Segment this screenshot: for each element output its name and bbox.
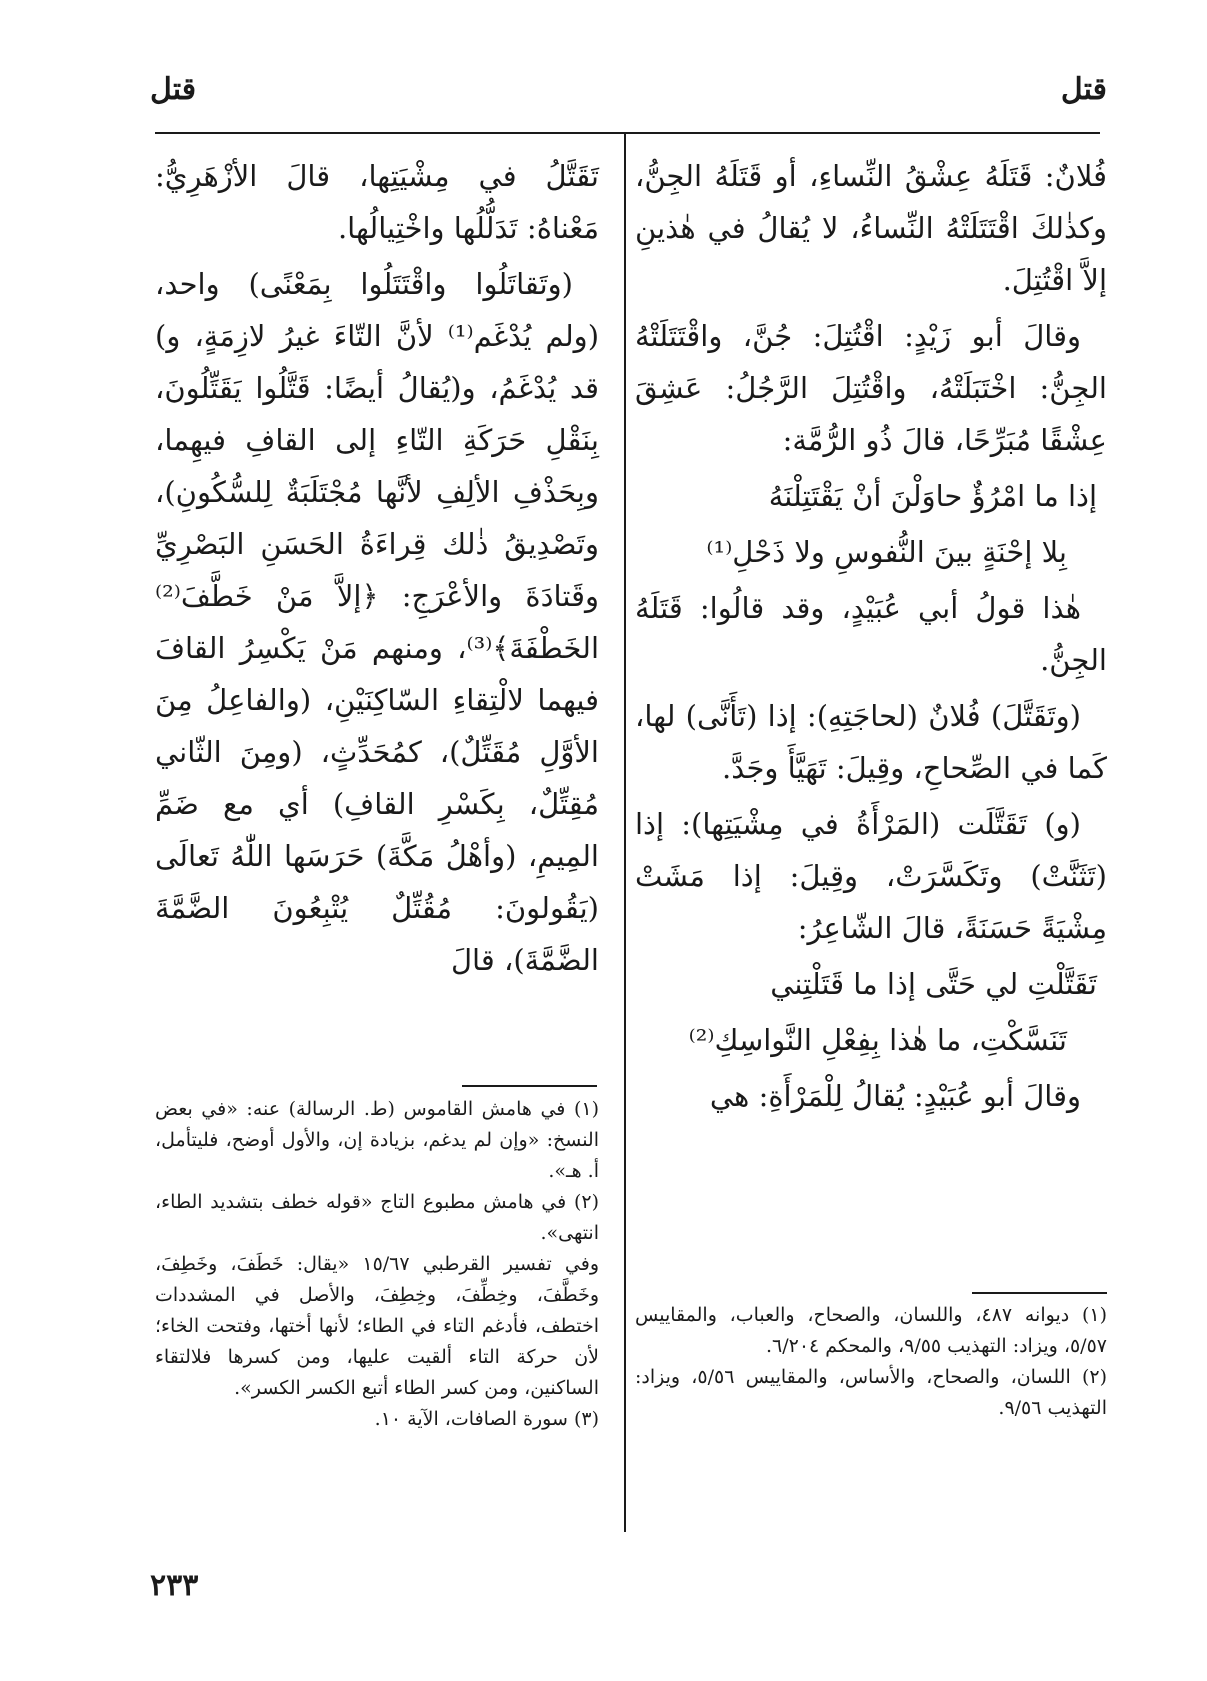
paragraph: فُلانٌ: قَتَلَهُ عِشْقُ النِّساءِ، أو قَتَلَهُ الجِنُّ، وكذٰلكَ اقْتَتَلَتْهُ النِّساءُ، لا يُقالُ في هٰذينِ إلاَّ اقْتُتِلَ. — [635, 159, 1107, 297]
paragraph: (وتَقاتَلُوا واقْتَتَلُوا بِمَعْنًى) واحد، (ولم يُدْغَم⁽¹⁾ لأنَّ التّاءَ غيرُ لازِمَةٍ، و) قد يُدْغَمُ، و(يُقالُ أيضًا: قَتَّلُوا يَقَتِّلُونَ، بِنَقْلِ حَرَكَةِ التّاءِ إلى القافِ فيهِما، وبِحَذْفِ الألِفِ لأنَّها مُجْتَلَبَةٌ لِلسُّكُونِ)، وتَصْدِيقُ ذٰلك قِراءَةُ الحَسَنِ البَصْرِيِّ وقَتادَةَ والأعْرَجِ: ﴿إلاَّ مَنْ خَطَّفَ⁽²⁾ الخَطْفَةَ﴾⁽³⁾، ومنهم مَنْ يَكْسِرُ القافَ فيهما لالْتِقاءِ السّاكِنَيْنِ، (والفاعِلُ مِنَ الأوَّلِ مُقَتِّلٌ)، كمُحَدِّثٍ، (ومِنَ الثّاني مُقِتِّلٌ، بِكَسْرِ القافِ) أي مع ضَمِّ المِيمِ، (وأهْلُ مَكَّةَ) حَرَسَها اللّٰهُ تَعالَى (يَقُولونَ: مُقُتِّلٌ يُتْبِعُونَ الضَّمَّةَ الضَّمَّةَ)، قالَ — [155, 267, 600, 977]
footnotes-right — [635, 1300, 1107, 1424]
footnote-rule-right — [972, 1292, 1107, 1294]
paragraph: (و) تَقَتَّلَت (المَرْأَةُ في مِشْيَتِها): إذا (تَثَنَّتْ) وتَكَسَّرَتْ، وقِيلَ: إذا مَشَتْ مِشْيَةً حَسَنَةً، قالَ الشّاعِرُ: — [635, 807, 1107, 945]
verse-line: تَنَسَّكْتِ، ما هٰذا بِفِعْلِ النَّواسِكِ⁽²⁾ — [688, 1023, 1067, 1057]
paragraph: تَقَتَّلُ في مِشْيَتِها، قالَ الأزْهَرِيُّ: مَعْناهُ: تَدَلُّلُها واخْتِيالُها. — [155, 159, 599, 245]
header-rule — [155, 132, 1100, 134]
footnote: (١) في هامش القاموس (ط. الرسالة) عنه: «في بعض النسخ: «وإن لم يدغم، بزيادة إن، والأول أوضح، فليتأمل، أ. هـ». — [155, 1098, 599, 1182]
page-number: ٢٣٣ — [150, 1568, 199, 1603]
column-divider — [624, 134, 626, 1532]
footnote-rule-left — [462, 1085, 597, 1087]
paragraph: (وتَقَتَّلَ) فُلانٌ (لحاجَتِهِ): إذا (تَأَنَّى) لها، كَما في الصِّحاحِ، وقِيلَ: تَهَيَّأَ وجَدَّ. — [635, 699, 1107, 785]
running-head-left: قتل — [150, 72, 197, 107]
left-column — [155, 150, 599, 990]
footnotes-left — [155, 1094, 599, 1435]
verse-line: إذا ما امْرُؤٌ حاوَلْنَ أنْ يَقْتَتِلْنَهُ — [768, 479, 1097, 513]
running-head-right: قتل — [1060, 72, 1107, 107]
paragraph: هٰذا قولُ أبي عُبَيْدٍ، وقد قالُوا: قَتَلَهُ الجِنُّ. — [635, 591, 1107, 677]
paragraph: وقالَ أبو زَيْدٍ: اقْتُتِلَ: جُنَّ، واقْتَتَلَتْهُ الجِنُّ: اخْتَبَلَتْهُ، واقْتُتِلَ الرَّجُلُ: عَشِقَ عِشْقًا مُبَرِّحًا، قالَ ذُو الرُّمَّة: — [635, 319, 1107, 457]
verse-line: تَقَتَّلْتِ لي حَتَّى إذا ما قَتَلْتِني — [770, 967, 1097, 1001]
paragraph: وقالَ أبو عُبَيْدٍ: يُقالُ لِلْمَرْأَةِ: هي — [709, 1079, 1081, 1113]
footnote: (٢) اللسان، والصحاح، والأساس، والمقاييس ٥/٥٦، ويزاد: التهذيب ٩/٥٦. — [635, 1366, 1107, 1419]
footnote: (١) ديوانه ٤٨٧، واللسان، والصحاح، والعباب، والمقاييس ٥/٥٧، ويزاد: التهذيب ٩/٥٥، والمحكم ٦/٢٠٤. — [635, 1304, 1107, 1357]
footnote: (٢) في هامش مطبوع التاج «قوله خطف بتشديد الطاء، انتهى». — [155, 1191, 599, 1244]
verse-line: بِلا إحْنَةٍ بينَ النُّفوسِ ولا ذَحْلِ⁽¹⁾ — [706, 535, 1067, 569]
footnote: وفي تفسير القرطبي ١٥/٦٧ «يقال: خَطَفَ، وخَطِفَ، وخَطَّفَ، وخِطِّفَ، وخِطِفَ، والأصل في المشددات اختطف، فأدغم التاء في الطاء؛ لأنها أختها، وفتحت الخاء؛ لأن حركة التاء ألقيت عليها، ومن كسرها فلالتقاء الساكنين، ومن كسر الطاء أتبع الكسر الكسر». — [155, 1253, 600, 1399]
right-column — [635, 150, 1107, 1126]
footnote: (٣) سورة الصافات، الآية ١٠. — [374, 1408, 599, 1430]
